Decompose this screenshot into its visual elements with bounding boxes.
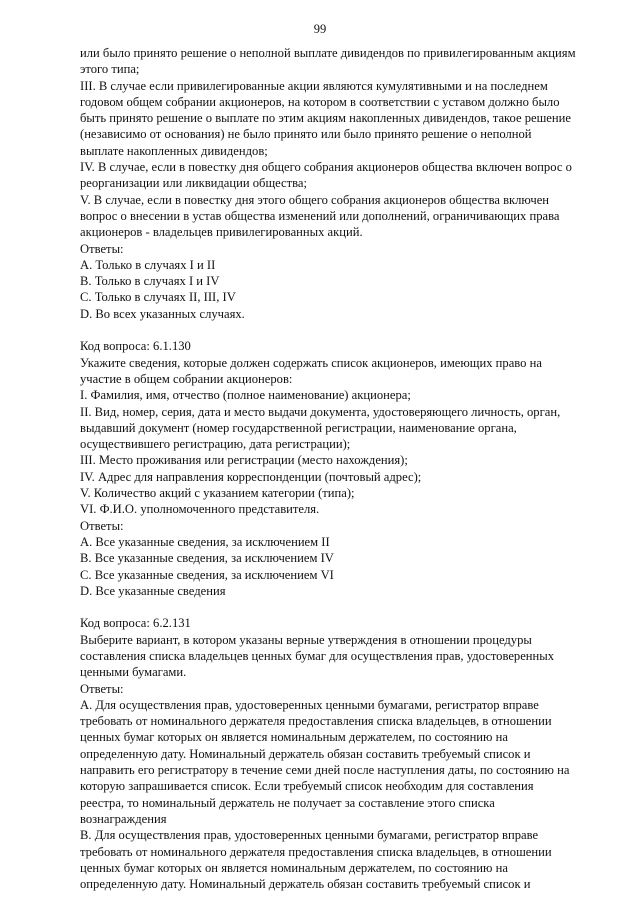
text-line: направить его регистратору в течение семи дней после наступления даты, по состоянию на xyxy=(80,763,570,778)
text-line: требовать от номинального держателя предоставления списка владельцев, в отношении xyxy=(80,844,552,859)
text-line: этого типа; xyxy=(80,62,140,77)
answer-option: B. Только в случаях I и IV xyxy=(80,274,220,289)
question-code: Код вопроса: 6.2.131 xyxy=(80,616,191,631)
answers-heading: Ответы: xyxy=(80,518,124,533)
text-line: быть принято решение о выплате по этим акциям накопленных дивидендов, такое решение xyxy=(80,111,571,126)
text-line: реестра, то номинальный держатель не получает за составление этого списка xyxy=(80,795,495,810)
text-line: Укажите сведения, которые должен содержать список акционеров, имеющих право на xyxy=(80,355,542,370)
answer-option: C. Только в случаях II, III, IV xyxy=(80,290,236,305)
question-code: Код вопроса: 6.1.130 xyxy=(80,339,191,354)
text-line: или было принято решение о неполной выплате дивидендов по привилегированным акциям xyxy=(80,46,576,60)
paragraph-gap xyxy=(80,599,600,615)
text-line: VI. Ф.И.О. уполномоченного представителя. xyxy=(80,502,320,517)
answer-option: B. Для осуществления прав, удостоверенных ценными бумагами, регистратор вправе xyxy=(80,828,539,843)
text-line: I. Фамилия, имя, отчество (полное наименование) акционера; xyxy=(80,388,411,403)
text-line: (независимо от основания) не было принято или было принято решение о неполной xyxy=(80,127,532,142)
text-line: вопрос о внесении в устав общества изменений или дополнений, ограничивающих права xyxy=(80,208,560,223)
text-line: которую запрашивается список. Если требуемый список необходим для составления xyxy=(80,779,534,794)
text-line: участие в общем собрании акционеров: xyxy=(80,371,293,386)
answer-option: C. Все указанные сведения, за исключением VI xyxy=(80,567,334,582)
text-line: составления списка владельцев ценных бумаг для осуществления прав, удостоверенных xyxy=(80,648,555,663)
answer-option: A. Все указанные сведения, за исключением II xyxy=(80,534,330,549)
text-line: II. Вид, номер, серия, дата и место выдачи документа, удостоверяющего личность, орган, xyxy=(80,404,561,419)
text-line: ценными бумагами. xyxy=(80,665,187,680)
text-line: выдавший документ (номер государственной регистрации, наименование органа, xyxy=(80,420,517,435)
question-continuation xyxy=(80,45,600,322)
page-number: 99 xyxy=(313,22,327,36)
answer-option: A. Для осуществления прав, удостоверенных ценными бумагами, регистратор вправе xyxy=(80,697,539,712)
question-6-2-131 xyxy=(80,615,600,892)
text-line: IV. Адрес для направления корреспонденции (почтовый адрес); xyxy=(80,469,422,484)
text-line: III. В случае если привилегированные акции являются кумулятивными и на последнем xyxy=(80,78,548,93)
text-line: ценных бумаг которых он является номинальным держателем, по состоянию на xyxy=(80,860,508,875)
page-content xyxy=(80,45,600,892)
answer-option: D. Все указанные сведения xyxy=(80,583,226,598)
answer-option: B. Все указанные сведения, за исключением IV xyxy=(80,551,334,566)
text-line: годовом общем собрании акционеров, на котором в соответствии с уставом должно было xyxy=(80,94,560,109)
text-line: вознаграждения xyxy=(80,811,167,826)
text-line: IV. В случае, если в повестку дня общего собрания акционеров общества включен вопрос о xyxy=(80,160,572,175)
text-line: определенную дату. Номинальный держатель обязан составить требуемый список и xyxy=(80,877,531,892)
text-line: ценных бумаг которых он является номинальным держателем, по состоянию на xyxy=(80,730,508,745)
text-line: Выберите вариант, в котором указаны верные утверждения в отношении процедуры xyxy=(80,632,532,647)
answer-option: D. Во всех указанных случаях. xyxy=(80,306,245,321)
answers-heading: Ответы: xyxy=(80,241,124,256)
answers-heading: Ответы: xyxy=(80,681,124,696)
question-6-1-130 xyxy=(80,338,600,599)
text-line: реорганизации или ликвидации общества; xyxy=(80,176,308,191)
text-line: III. Место проживания или регистрации (место нахождения); xyxy=(80,453,408,468)
text-line: выплате накопленных дивидендов; xyxy=(80,143,268,158)
text-line: V. Количество акций с указанием категории (типа); xyxy=(80,486,355,501)
text-line: требовать от номинального держателя предоставления списка владельцев, в отношении xyxy=(80,714,552,729)
paragraph-gap xyxy=(80,322,600,338)
answer-option: A. Только в случаях I и II xyxy=(80,257,216,272)
text-line: V. В случае, если в повестку дня этого общего собрания акционеров общества включен xyxy=(80,192,550,207)
text-line: осуществившего регистрацию, дата регистрации); xyxy=(80,437,351,452)
text-line: определенную дату. Номинальный держатель обязан составить требуемый список и xyxy=(80,746,531,761)
text-line: акционеров - владельцев привилегированных акций. xyxy=(80,225,363,240)
